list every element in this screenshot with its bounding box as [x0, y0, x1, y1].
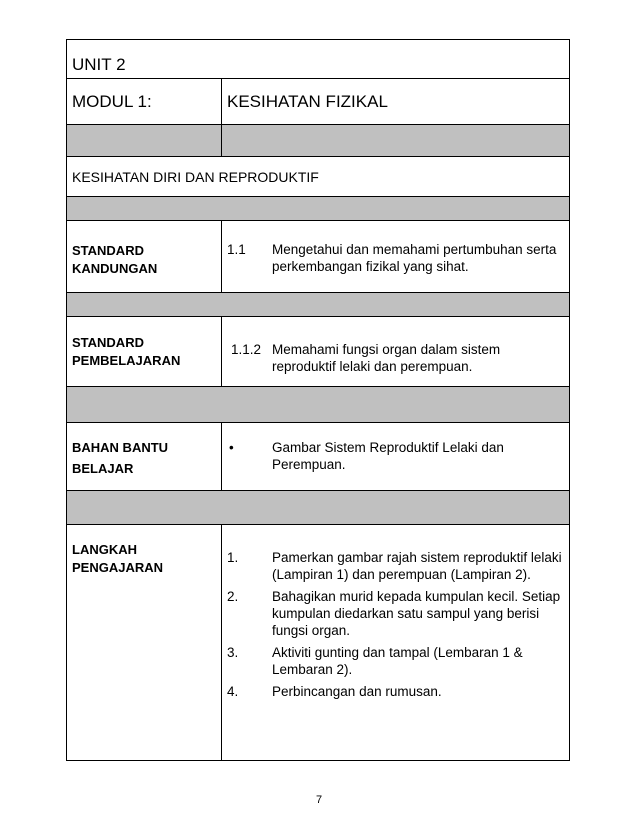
- langkah-row: [67, 525, 570, 761]
- module-label: MODUL 1:: [67, 79, 222, 125]
- step-number: 4.: [227, 684, 239, 699]
- page-number: 7: [315, 794, 323, 806]
- shaded-cell: [67, 125, 222, 157]
- label-line: PEMBELAJARAN: [72, 353, 181, 368]
- bullet-icon: •: [229, 440, 234, 455]
- standard-pembelajaran-number: 1.1.2: [231, 342, 262, 357]
- shaded-row: [67, 491, 570, 525]
- label-line: BELAJAR: [72, 461, 134, 476]
- step-number: 2.: [227, 589, 239, 604]
- topic-row: [67, 157, 570, 197]
- label-line: PENGAJARAN: [72, 560, 164, 575]
- standard-kandungan-row: [67, 221, 570, 293]
- shaded-cell: [222, 125, 570, 157]
- step-text: Aktiviti gunting dan tampal (Lembaran 1 & Lembaran 2).: [272, 645, 523, 677]
- list-item: [227, 588, 564, 639]
- module-row: [67, 79, 570, 125]
- standard-kandungan-content: [222, 221, 570, 293]
- langkah-label: [67, 525, 222, 761]
- lesson-plan-table: [66, 39, 570, 761]
- bahan-bantu-text: Gambar Sistem Reproduktif Lelaki dan Perempuan.: [272, 440, 504, 472]
- shaded-cell: [67, 491, 570, 525]
- step-text: Bahagikan murid kepada kumpulan kecil. Setiap kumpulan diedarkan satu sampul yang berisi fungsi organ.: [272, 589, 561, 638]
- shaded-cell: [67, 197, 570, 221]
- shaded-row: [67, 197, 570, 221]
- standard-pembelajaran-label: [67, 317, 222, 387]
- standard-kandungan-number: 1.1: [227, 242, 246, 257]
- list-item: [227, 644, 564, 678]
- topic-title: KESIHATAN DIRI DAN REPRODUKTIF: [67, 157, 570, 197]
- label-line: LANGKAH: [72, 542, 137, 557]
- list-item: [227, 549, 564, 583]
- label-line: BAHAN BANTU: [72, 440, 169, 455]
- shaded-cell: [67, 387, 570, 423]
- standard-pembelajaran-content: [222, 317, 570, 387]
- label-line: STANDARD: [72, 335, 144, 350]
- module-title: KESIHATAN FIZIKAL: [222, 79, 570, 125]
- standard-kandungan-label: [67, 221, 222, 293]
- shaded-row: [67, 125, 570, 157]
- step-number: 3.: [227, 645, 239, 660]
- standard-kandungan-text: Mengetahui dan memahami pertumbuhan serta perkembangan fizikal yang sihat.: [272, 242, 557, 274]
- unit-row: [67, 40, 570, 79]
- step-number: 1.: [227, 550, 239, 565]
- standard-pembelajaran-row: [67, 317, 570, 387]
- step-text: Pamerkan gambar rajah sistem reproduktif lelaki (Lampiran 1) dan perempuan (Lampiran 2).: [272, 550, 562, 582]
- label-line: KANDUNGAN: [72, 261, 158, 276]
- unit-title: UNIT 2: [67, 40, 570, 79]
- langkah-steps: [222, 525, 570, 761]
- shaded-cell: [67, 293, 570, 317]
- step-text: Perbincangan dan rumusan.: [272, 684, 442, 699]
- standard-pembelajaran-text: Memahami fungsi organ dalam sistem reproduktif lelaki dan perempuan.: [272, 342, 501, 374]
- shaded-row: [67, 387, 570, 423]
- shaded-row: [67, 293, 570, 317]
- bahan-bantu-label: [67, 423, 222, 491]
- bahan-bantu-row: [67, 423, 570, 491]
- label-line: STANDARD: [72, 243, 144, 258]
- bahan-bantu-content: [222, 423, 570, 491]
- list-item: [227, 683, 564, 700]
